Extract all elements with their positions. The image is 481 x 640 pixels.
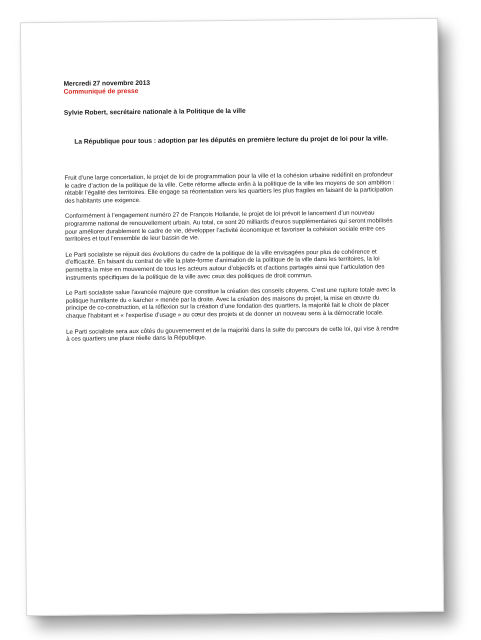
paragraph-2: Conformément à l’engagement numéro 27 de François Hollande, le projet de loi prévoit le lancement d’un nouveau programme national de renouvellement urbain. Au total, ce sont 20 milliards d’euros supplémentaires qui seront mobilisés pour améliorer durablement le cadre de vie, développer l’activité économique et favoriser la cohésion sociale entre ces territoires et tout l’ensemble de leur bassin de vie. <box>64 209 393 243</box>
paragraph-1: Fruit d’une large concertation, le projet de loi de programmation pour la ville et la cohésion urbaine redéfinit en profondeur le cadre d’action de la politique de la ville. Cette réforme affecte enfin à la politique de la ville les moyens de son ambition : rétablir l’égalité des territoires. Elle engage sa réorientation vers les quartiers les plus fragiles en faisant de la participation des habitants une exigence. <box>64 171 395 205</box>
page-content <box>64 77 401 351</box>
release-date: Mercredi 27 novembre 2013 <box>63 79 151 88</box>
paragraph-4: Le Parti socialiste salue l’avancée majeure que constitue la création des conseils citoyens. C’est une rupture totale avec la politique humiliante du « karcher » menée par la droite. Avec la création des maisons du projet, la mise en œuvre du principe de co-construction, et la réflexion sur la création d’une fondation des quartiers, la majorité fait le choix de placer chaque l’habitant et « l’expertise d’usage » au cœur des projets et de donner un nouveau sens à la démocratie locale. <box>65 286 396 320</box>
release-title: La République pour tous : adoption par les députés en première lecture du projet de loi pour la ville. <box>74 135 388 146</box>
document-type: Communiqué de presse <box>63 87 139 96</box>
paragraph-3: Le Parti socialiste se réjouit des évolutions du cadre de la politique de la ville envisagées pour plus de cohérence et d’efficacité. En faisant du contrat de ville la plate-forme d’animation de la politique de la ville dans les territoires, la loi permettra la mise en mouvement de tous les acteurs autour d’objectifs et d’actions partagés ainsi que l’articulation des instruments spécifiques de la politique de la ville avec ceux des politiques de droit commun. <box>65 248 385 282</box>
author-line: Sylvie Robert, secrétaire nationale à la Politique de la ville <box>63 107 246 117</box>
paragraph-5: Le Parti socialiste sera aux côtés du gouvernement et de la majorité dans la suite du parcours de cette loi, qui vise à rendre à ces quartiers une place réelle dans la République. <box>66 324 399 343</box>
press-release-page <box>20 18 444 616</box>
release-body <box>65 171 401 343</box>
